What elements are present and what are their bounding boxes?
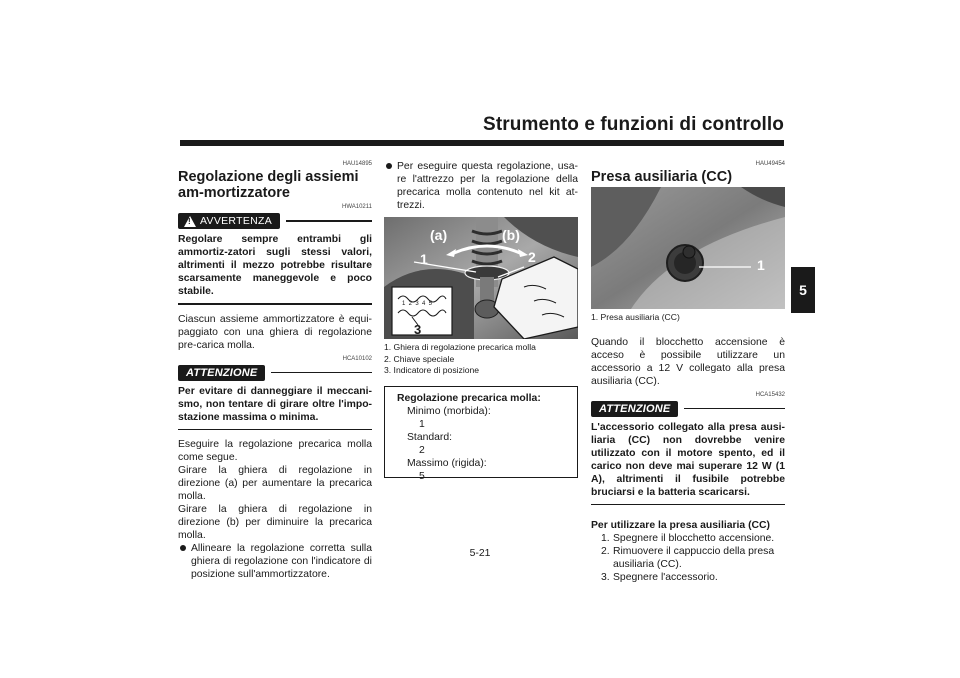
intro-paragraph: Ciascun assieme ammortizzatore è equi-paggiato con una ghiera di regolazione pre-carica molla. [178,313,372,351]
middle-column [384,160,578,482]
caption-1: 1. Ghiera di regolazione precarica molla [384,342,536,352]
section-code: HAU49454 [755,161,785,167]
warning-text: Regolare sempre entrambi gli ammortiz-zatori sugli stessi valori, altrimenti il mezzo potrebbe risultare scarsamente maneggevole e poco stabile. [178,234,372,297]
right-column [591,160,785,584]
figure-captions [384,342,578,377]
spec-max-label: Massimo (rigida): [407,457,487,469]
socket-figure [591,187,785,309]
figure-label-2: 2 [528,249,536,265]
warning-end-rule [178,303,372,305]
subheading: Per utilizzare la presa ausiliaria (CC) [591,520,771,531]
step-text: Spegnere l'accessorio. [613,572,718,583]
attention-rule [271,372,372,374]
step-number: 1. [601,533,610,544]
attention-badge: ATTENZIONE [591,401,678,417]
page-title: Strumento e funzioni di controllo [483,114,784,135]
direction-b-paragraph: Girare la ghiera di regolazione in direzione (b) per diminuire la precarica molla. [178,504,372,541]
attention-end-rule [591,504,785,506]
spec-std-value: 2 [419,444,425,456]
spec-title: Regolazione precarica molla: [397,392,541,404]
list-item [591,532,785,545]
header-rule [180,140,784,146]
attention-text: L'accessorio collegato alla presa ausi-liaria (CC) non dovrebbe venire utilizzato con il motore spento, ed il carico non deve mai superare 12 W (1 A), altrimenti il fusibile potrebbe bruciarsi e la batteria scaricarsi. [591,421,785,498]
socket-paragraph: Quando il blocchetto accensione è acceso è possibile utilizzare un accessorio a 12 V collegato alla presa ausiliaria (CC). [591,336,785,387]
attention-code: HCA15432 [755,391,785,398]
spec-std-label: Standard: [407,431,453,443]
section-heading: Presa ausiliaria (CC) [591,169,733,185]
warning-triangle-icon [184,216,196,227]
spec-max-value: 5 [419,470,425,482]
warning-banner [178,213,372,229]
caption-3: 3. Indicatore di posizione [384,365,480,375]
attention-end-rule [178,429,372,431]
figure-label-1: 1 [757,257,765,273]
step-number: 3. [601,572,610,583]
list-item [591,571,785,584]
step-text: Rimuovere il cappuccio della presa ausiliaria (CC). [613,546,775,570]
list-item: Per eseguire questa regolazione, usa-re l'attrezzo per la regolazione della precarica molla contenuto nel kit at-trezzi. [384,160,578,212]
warning-label: AVVERTENZA [200,215,273,227]
step-number: 2. [601,546,610,557]
section-heading: Regolazione degli assiemi am-mortizzatore [178,169,359,201]
procedure-paragraph: Eseguire la regolazione precarica molla come segue. [178,439,372,463]
list-item: Allineare la regolazione corretta sulla ghiera di regolazione con l'indicatore di posizione sull'ammortizzatore. [178,542,372,581]
chapter-tab[interactable]: 5 [791,267,815,313]
warning-rule [286,220,372,222]
attention-rule [684,408,785,410]
shock-absorber-figure [384,217,578,339]
figure-label-b: (b) [502,227,520,243]
attention-code: HCA10102 [342,355,372,362]
shock-absorber-illustration [384,217,578,339]
socket-illustration [591,187,785,309]
section-code: HAU14895 [342,161,372,167]
spec-min-value: 1 [419,418,425,430]
attention-badge: ATTENZIONE [178,365,265,381]
warning-badge [178,213,280,229]
spec-box [384,386,578,482]
direction-a-paragraph: Girare la ghiera di regolazione in direzione (a) per aumentare la precarica molla. [178,465,372,502]
caption-2: 2. Chiave speciale [384,353,455,364]
attention-banner [591,401,785,417]
step-text: Spegnere il blocchetto accensione. [613,533,775,544]
figure-label-3: 3 [414,322,422,337]
attention-text: Per evitare di danneggiare il meccani-smo, non tentare di girare oltre l'impo-stazione massima o minima. [178,385,372,423]
warning-code: HWA10211 [341,204,372,210]
left-column [178,160,372,581]
figure-scale: 1 2 3 4 5 [402,301,433,307]
bullet-list [384,160,578,212]
page-number: 5-21 [469,548,491,559]
figure-caption: 1. Presa ausiliaria (CC) [591,312,680,322]
figure-label-a: (a) [430,227,448,243]
attention-banner [178,365,372,381]
spec-min-label: Minimo (morbida): [407,405,491,417]
figure-label-1: 1 [420,251,428,267]
